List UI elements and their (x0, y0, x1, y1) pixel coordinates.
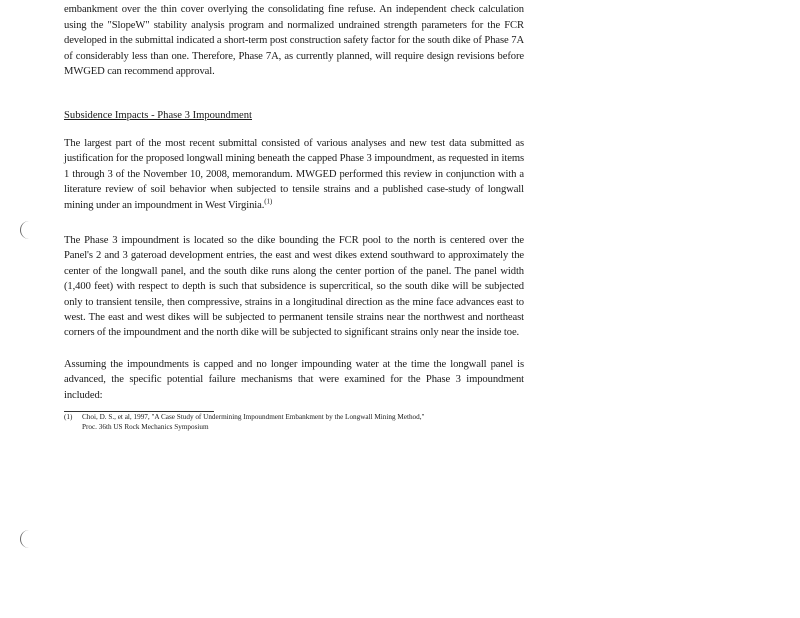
section-heading: Subsidence Impacts - Phase 3 Impoundment (64, 110, 253, 121)
binder-hole-mark-upper (20, 221, 31, 239)
footnote-line-2: Proc. 36th US Rock Mechanics Symposium (82, 423, 209, 431)
paragraph-1 (64, 136, 524, 213)
footnote-marker: (1) (64, 413, 73, 421)
paragraph-2: The Phase 3 impoundment is located so the dike bounding the FCR pool to the north is centered over the Panel's 2 and 3 gateroad development entries, the east and west dikes extend southward to approximately the center of the longwall panel, and the south dike runs along the center portion of the panel. The panel width (1,400 feet) with respect to depth is such that subsidence is supercritical, so the south dike will be subjected only to transient tensile, then compressive, strains in a longitudinal direction as the mine face advances east to west. The east and west dikes will be subjected to permanent tensile strains near the northwest and northeast corners of the impoundment and the north dike will be subjected to significant strains only near the inside toe. (64, 235, 524, 339)
footnote-line-1: Choi, D. S., et al, 1997, "A Case Study of Undermining Impoundment Embankment by the Longwall Mining Method," (82, 413, 425, 421)
binder-hole-mark-lower (20, 530, 31, 548)
footnote (64, 412, 514, 432)
paragraph-1-text: The largest part of the most recent submittal consisted of various analyses and new test data submitted as justification for the proposed longwall mining beneath the capped Phase 3 impoundment, as requested in items 1 through 3 of the November 10, 2008, memorandum. MWGED performed this review in conjunction with a literature review of soil behavior when subjected to tensile strains and a published case-study of longwall mining under an impoundment in West Virginia. (64, 138, 524, 211)
paragraph-3: Assuming the impoundments is capped and no longer impounding water at the time the longwall panel is advanced, the specific potential failure mechanisms that were examined for the Phase 3 impoundment included: (64, 359, 524, 401)
footnote-reference: (1) (264, 197, 273, 206)
intro-paragraph: embankment over the thin cover overlying the consolidating fine refuse. An independent check calculation using the "SlopeW" stability analysis program and normalized undrained strength parameters for the FCR developed in the submittal indicated a short-term post construction safety factor for the south dike of Phase 7A of considerably less than one. Therefore, Phase 7A, as currently planned, will require design revisions before MWGED can recommend approval. (64, 4, 524, 78)
